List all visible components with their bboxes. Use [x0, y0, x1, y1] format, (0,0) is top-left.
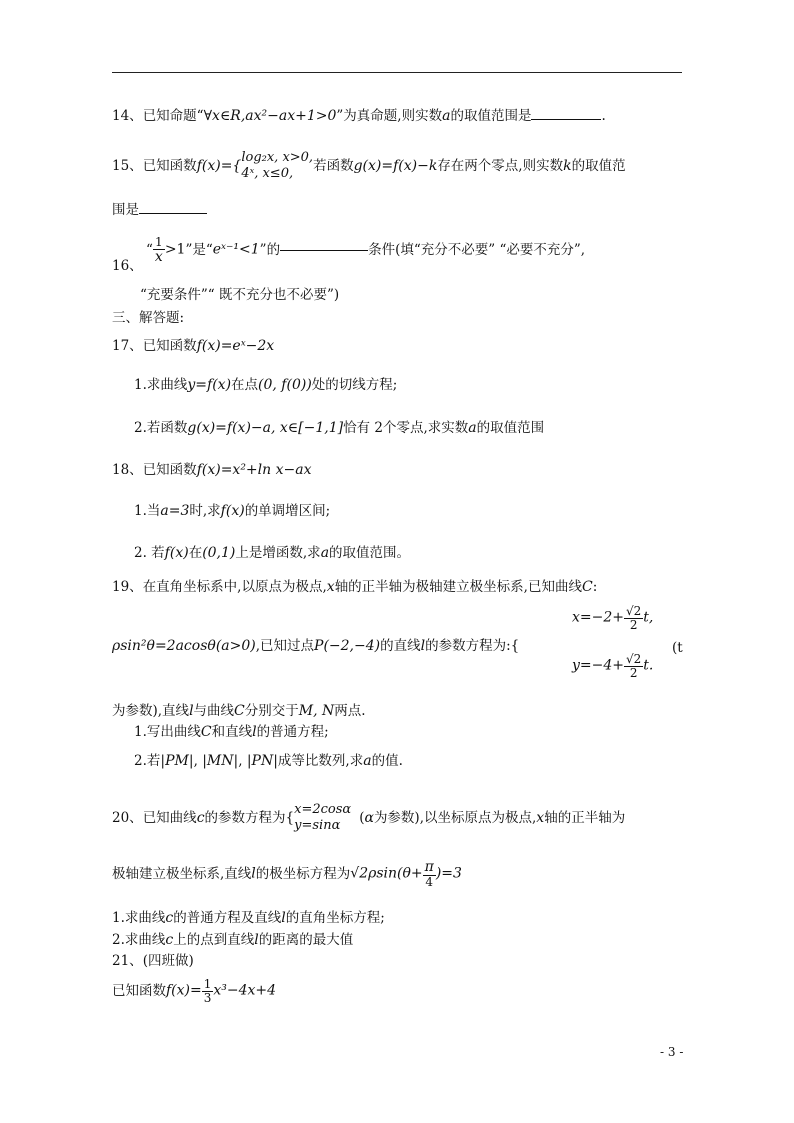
- question-20-cont: 极轴建立极坐标系,直线l的极坐标方程为√2ρsin(θ+ $\frac{\pi}{4}$ )=3: [112, 859, 462, 889]
- question-19-part2: 2.若|PM|, |MN|, |PN|成等比数列,求a的值.: [134, 753, 403, 769]
- question-18-part2: 2. 若f(x)在(0,1)上是增函数,求a的取值范围。: [134, 545, 411, 561]
- answer-blank[interactable]: [139, 213, 207, 214]
- question-16-cont: “充要条件”“ 既不充分也不必要”): [140, 287, 340, 303]
- question-17: 17、已知函数f(x)=eˣ−2x: [112, 338, 275, 354]
- question-19-part1: 1.写出曲线C和直线l的普通方程;: [134, 724, 329, 740]
- question-16: “ $\frac{1}{x}$ >1”是“eˣ⁻¹<1”的 条件(填“充分不必要” “必要不充分”,: [146, 235, 586, 265]
- question-21: 21、(四班做): [112, 953, 194, 969]
- piecewise-cases: log₂x, x>0, 4ˣ, x≤0,: [241, 150, 314, 182]
- fraction: $\frac{1}{3}$: [203, 977, 212, 1005]
- fraction: $\frac{\pi}{4}$: [424, 859, 434, 889]
- question-18-part1: 1.当a=3时,求f(x)的单调增区间;: [134, 503, 331, 519]
- header-rule: [112, 72, 682, 73]
- page-number: - 3 -: [660, 1045, 684, 1059]
- fraction: $\frac{√2}{2}$: [626, 604, 642, 632]
- question-21-func: 已知函数f(x)= $\frac{1}{3}$ x³−4x+4: [112, 977, 277, 1005]
- question-14: 14、已知命题“∀x∈R,ax²−ax+1>0”为真命题,则实数a的取值范围是 .: [112, 108, 606, 124]
- question-19-eq: ρsin²θ=2acosθ(a>0),已知过点P(−2,−4)的直线l的参数方程为:{: [112, 638, 520, 654]
- fraction: $\frac{√2}{2}$: [626, 652, 642, 680]
- question-20: 20、已知曲线c的参数方程为{ x=2cosα y=sinα (α为参数),以坐标原点为极点,x轴的正半轴为: [112, 802, 626, 834]
- parametric-x: x=−2+ $\frac{√2}{2}$ t,: [572, 604, 654, 632]
- question-17-part2: 2.若函数g(x)=f(x)−a, x∈[−1,1]恰有 2个零点,求实数a的取值范围: [134, 420, 545, 436]
- question-18: 18、已知函数f(x)=x²+ln x−ax: [112, 462, 312, 478]
- parametric-system: x=2cosα y=sinα: [294, 802, 352, 834]
- question-15: 15、已知函数f(x)={ log₂x, x>0, 4ˣ, x≤0, 若函数g(x)=f(x)−k存在两个零点,则实数k的取值范: [112, 150, 626, 182]
- question-15-cont: 围是: [112, 202, 207, 218]
- question-20-part2: 2.求曲线c上的点到直线l的距离的最大值: [112, 932, 354, 948]
- parametric-y: y=−4+ $\frac{√2}{2}$ t.: [572, 652, 654, 680]
- question-16-num: 16、: [112, 258, 143, 274]
- answer-blank[interactable]: [280, 250, 368, 251]
- section-heading: 三、解答题:: [112, 310, 185, 326]
- fraction: $\frac{1}{x}$: [154, 235, 163, 265]
- parametric-paren: (t: [672, 640, 683, 656]
- question-19: 19、在直角坐标系中,以原点为极点,x轴的正半轴为极轴建立极坐标系,已知曲线C:: [112, 579, 598, 595]
- question-17-part1: 1.求曲线y=f(x)在点(0, f(0))处的切线方程;: [134, 377, 398, 393]
- question-20-part1: 1.求曲线c的普通方程及直线l的直角坐标方程;: [112, 910, 385, 926]
- question-19-cont: 为参数),直线l与曲线C分别交于M, N两点.: [112, 703, 366, 719]
- answer-blank[interactable]: [531, 119, 601, 120]
